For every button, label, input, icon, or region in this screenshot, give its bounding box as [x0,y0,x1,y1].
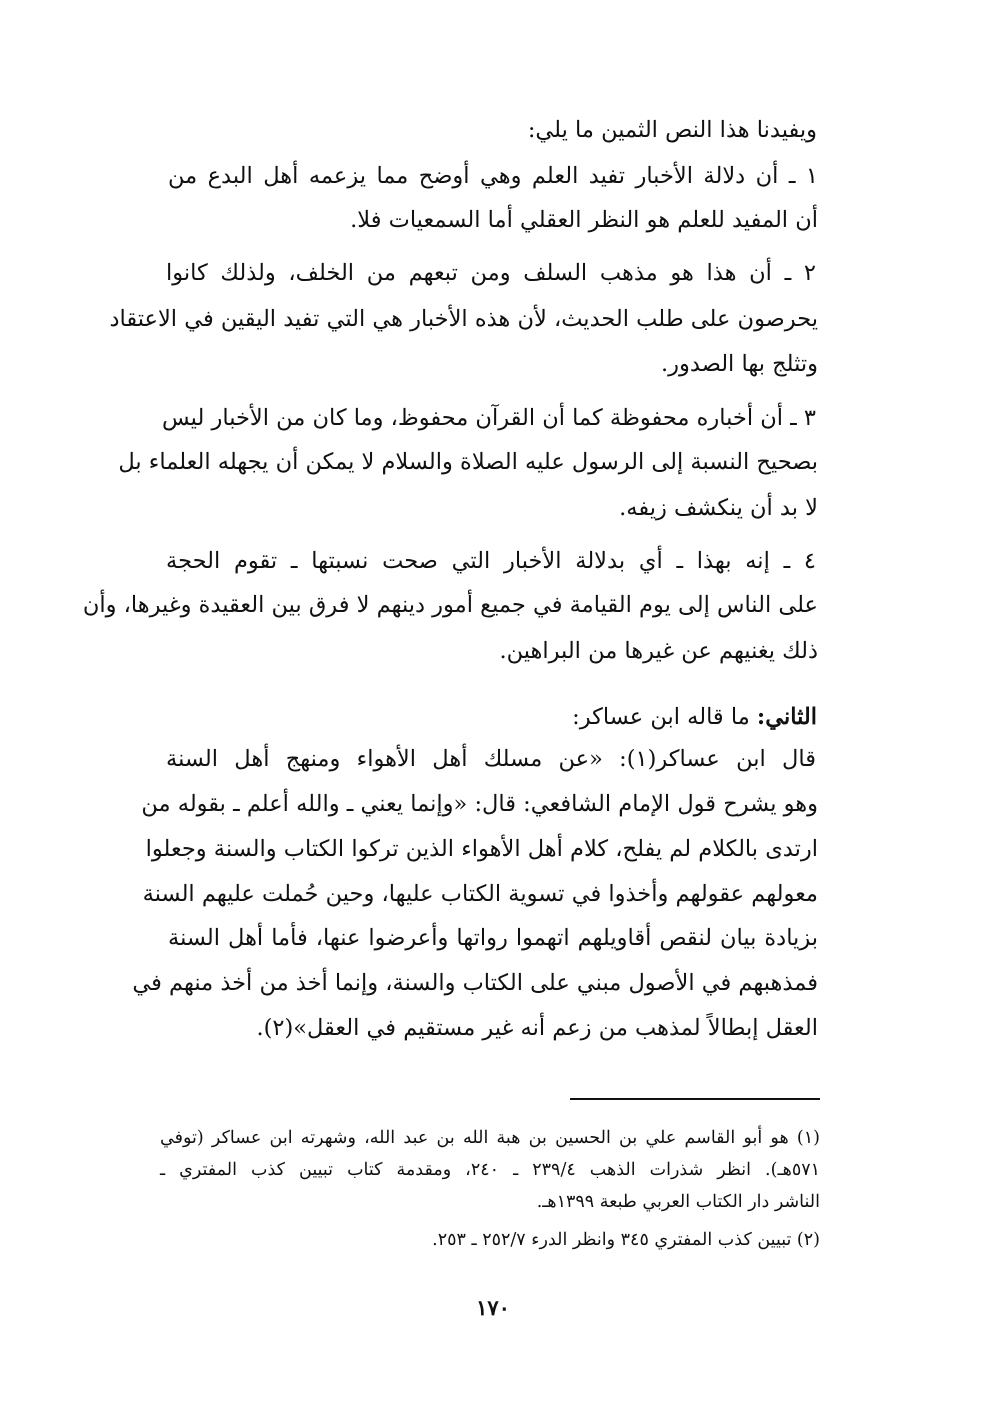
quote-line-5: بزيادة بيان لنقص أقاويلهم اتهموا رواتها وأعرضوا عنها، فأما أهل السنة [168,925,818,951]
footnote-1-line-3: الناشر دار الكتاب العربي طبعة ١٣٩٩هـ. [536,1192,820,1212]
point-1-line-2: أن المفيد للعلم هو النظر العقلي أما السمعيات فلا. [350,207,818,233]
footnote-1-line-1: (١) هو أبو القاسم علي بن الحسين بن هبة الله بن عبد الله، وشهرته ابن عساكر (توفي [160,1128,820,1148]
point-1-line-1: ١ ـ أن دلالة الأخبار تفيد العلم وهي أوضح مما يزعمه أهل البدع من [168,163,818,189]
point-4-line-2: على الناس إلى يوم القيامة في جميع أمور دينهم لا فرق بين العقيدة وغيرها، وأن [82,592,818,618]
page-number: ١٧٠ [476,1295,510,1320]
footnote-1-line-2: ٥٧١هـ). انظر شذرات الذهب ٢٣٩/٤ ـ ٢٤٠، ومقدمة كتاب تبيين كذب المفتري ـ [160,1160,821,1180]
quote-line-7: العقل إبطالاً لمذهب من زعم أنه غير مستقيم في العقل»(٢). [256,1015,818,1041]
footnote-divider [570,1098,820,1100]
footnote-2-line-1: (٢) تبيين كذب المفتري ٣٤٥ وانظر الدرء ٢٥٢/٧ ـ ٢٥٣. [432,1230,820,1250]
point-3-line-3: لا بد أن ينكشف زيفه. [619,495,818,521]
quote-line-6: فمذهبهم في الأصول مبني على الكتاب والسنة، وإنما أخذ من أخذ منهم في [132,970,818,996]
point-2-line-2: يحرصون على طلب الحديث، لأن هذه الأخبار هي التي تفيد اليقين في الاعتقاد [109,306,818,332]
section-heading-text: ما قاله ابن عساكر: [572,704,750,730]
quote-line-3: ارتدى بالكلام لم يفلح، كلام أهل الأهواء الذين تركوا الكتاب والسنة وجعلوا [145,836,818,862]
point-4-line-1: ٤ ـ إنه بهذا ـ أي بدلالة الأخبار التي صحت نسبتها ـ تقوم الحجة [166,548,816,574]
point-2-line-3: وتثلج بها الصدور. [661,351,818,377]
quote-line-2: وهو يشرح قول الإمام الشافعي: قال: «وإنما يعني ـ والله أعلم ـ بقوله من [141,791,818,817]
quote-line-1: قال ابن عساكر(١): «عن مسلك أهل الأهواء ومنهج أهل السنة [166,746,816,772]
point-2-line-1: ٢ ـ أن هذا هو مذهب السلف ومن تبعهم من الخلف، ولذلك كانوا [166,260,816,286]
section-heading [167,702,817,732]
point-3-line-1: ٣ ـ أن أخباره محفوظة كما أن القرآن محفوظ، وما كان من الأخبار ليس [161,405,816,431]
point-3-line-2: بصحيح النسبة إلى الرسول عليه الصلاة والسلام لا يمكن أن يجهله العلماء بل [118,449,818,475]
point-4-line-3: ذلك يغنيهم عن غيرها من البراهين. [499,638,818,664]
intro-line: ويفيدنا هذا النص الثمين ما يلي: [527,117,817,143]
section-heading-label: الثاني: [756,704,817,730]
quote-line-4: معولهم عقولهم وأخذوا في تسوية الكتاب عليها، وحين حُملت عليهم السنة [142,881,818,907]
